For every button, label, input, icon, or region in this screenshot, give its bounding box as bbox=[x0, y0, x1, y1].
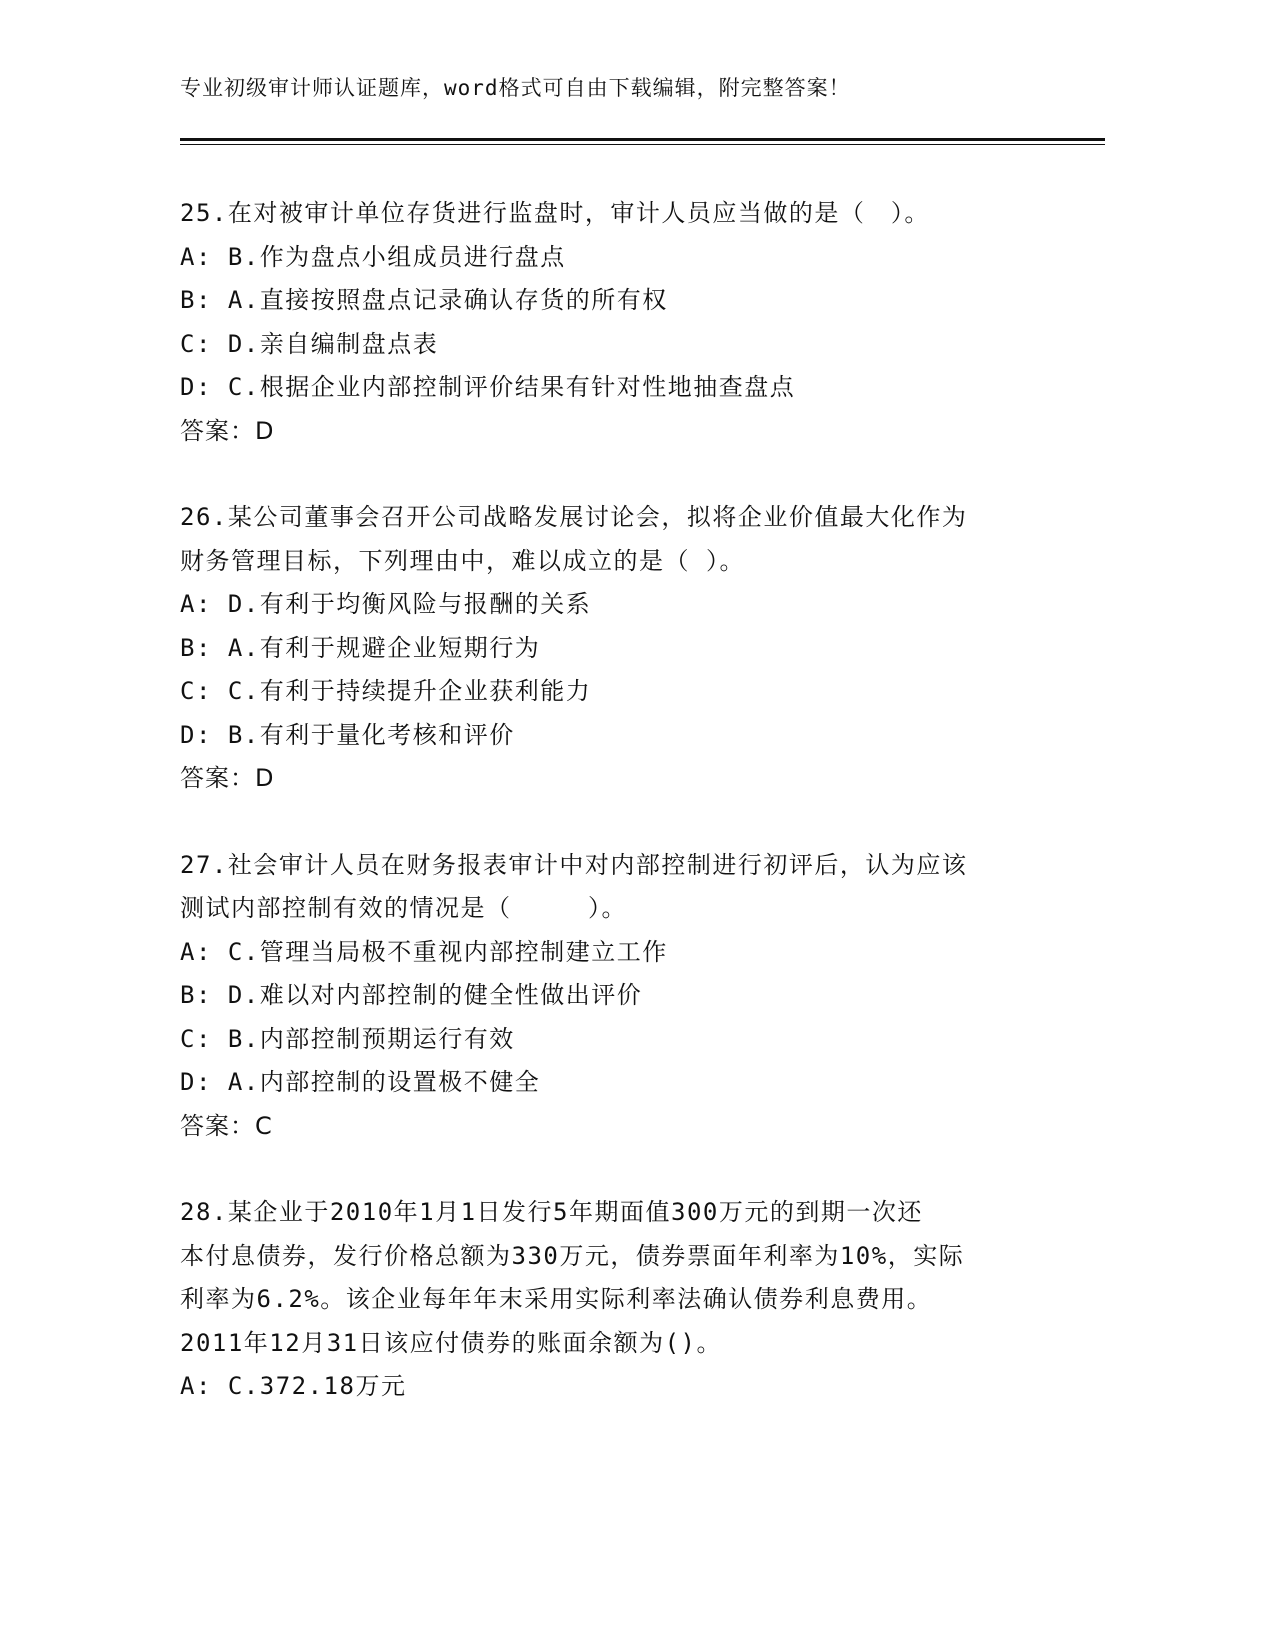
question-stem: 26.某公司董事会召开公司战略发展讨论会，拟将企业价值最大化作为 bbox=[180, 503, 968, 531]
option-a: A: B.作为盘点小组成员进行盘点 bbox=[180, 242, 566, 271]
question-28 bbox=[180, 1191, 1040, 1409]
answer: 答案：C bbox=[180, 1111, 273, 1140]
question-stem: 2011年12月31日该应付债券的账面余额为()。 bbox=[180, 1328, 722, 1357]
question-stem: 测试内部控制有效的情况是（ ）。 bbox=[180, 894, 627, 922]
answer: 答案：D bbox=[180, 764, 275, 792]
header-rule-thin bbox=[180, 144, 1105, 145]
question-26 bbox=[180, 496, 1040, 801]
question-stem: 25.在对被审计单位存货进行监盘时，审计人员应当做的是（ ）。 bbox=[180, 199, 930, 227]
option-a: A: D.有利于均衡风险与报酬的关系 bbox=[180, 590, 592, 618]
question-stem: 利率为6.2%。该企业每年年末采用实际利率法确认债券利息费用。 bbox=[180, 1285, 933, 1313]
option-a: A: C.管理当局极不重视内部控制建立工作 bbox=[180, 937, 668, 966]
option-b: B: D.难以对内部控制的健全性做出评价 bbox=[180, 981, 643, 1009]
question-27 bbox=[180, 844, 1040, 1149]
option-b: B: A.有利于规避企业短期行为 bbox=[180, 633, 541, 662]
question-stem: 28.某企业于2010年1月1日发行5年期面值300万元的到期一次还 bbox=[180, 1198, 923, 1226]
option-c: C: C.有利于持续提升企业获利能力 bbox=[180, 677, 592, 705]
option-d: D: A.内部控制的设置极不健全 bbox=[180, 1068, 541, 1096]
question-stem: 财务管理目标，下列理由中，难以成立的是（ ）。 bbox=[180, 546, 745, 575]
option-d: D: C.根据企业内部控制评价结果有针对性地抽查盘点 bbox=[180, 373, 796, 401]
question-list bbox=[180, 192, 1040, 1409]
option-a: A: C.372.18万元 bbox=[180, 1372, 407, 1400]
option-b: B: A.直接按照盘点记录确认存货的所有权 bbox=[180, 286, 668, 314]
question-stem: 27.社会审计人员在财务报表审计中对内部控制进行初评后，认为应该 bbox=[180, 850, 968, 879]
question-25 bbox=[180, 192, 1040, 453]
page-header: 专业初级审计师认证题库，word格式可自由下载编辑，附完整答案！ bbox=[180, 76, 851, 100]
option-c: C: D.亲自编制盘点表 bbox=[180, 329, 439, 358]
option-d: D: B.有利于量化考核和评价 bbox=[180, 720, 515, 749]
header-rule-thick bbox=[180, 138, 1105, 141]
answer: 答案：D bbox=[180, 416, 275, 445]
option-c: C: B.内部控制预期运行有效 bbox=[180, 1024, 515, 1053]
question-stem: 本付息债券，发行价格总额为330万元，债券票面年利率为10%，实际 bbox=[180, 1241, 965, 1270]
